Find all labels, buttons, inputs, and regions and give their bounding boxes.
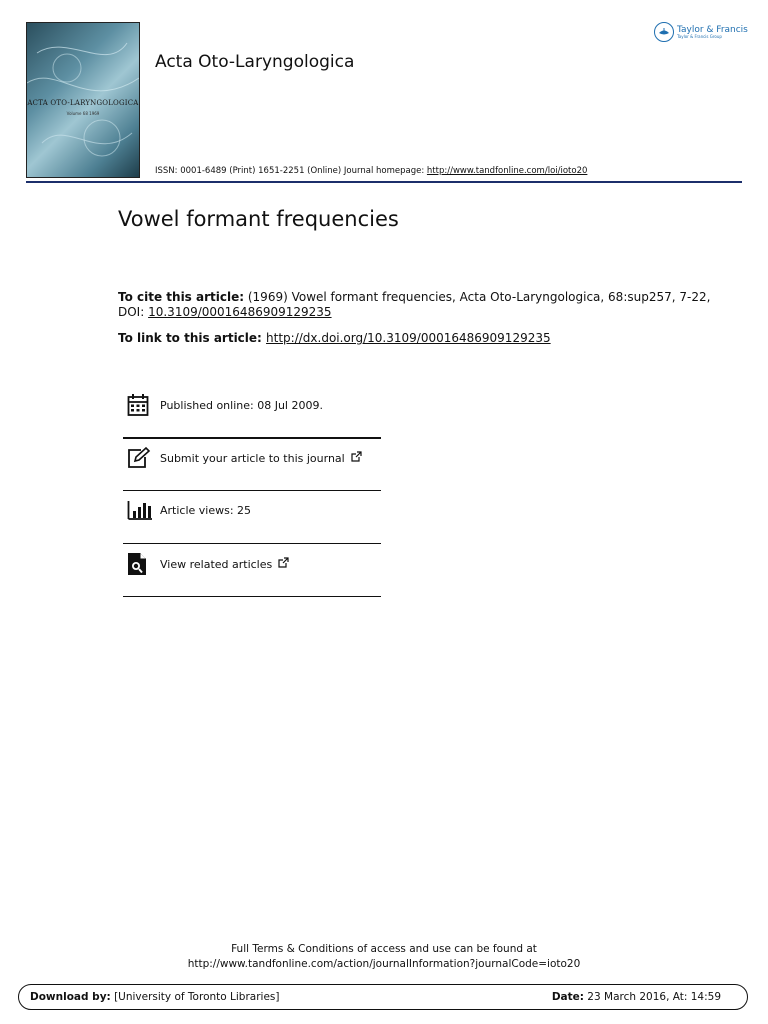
external-link-icon bbox=[278, 557, 289, 571]
publisher-name: Taylor & Francis bbox=[677, 24, 748, 35]
info-divider bbox=[123, 490, 381, 491]
terms-block bbox=[0, 942, 768, 972]
link-label: To link to this article: bbox=[118, 331, 267, 345]
issn-text: ISSN: 0001-6489 (Print) 1651-2251 (Online) Journal homepage: bbox=[155, 166, 427, 176]
article-link-block bbox=[118, 331, 551, 345]
citation-block bbox=[118, 290, 718, 320]
download-value: [University of Toronto Libraries] bbox=[110, 991, 280, 1003]
related-articles-label: View related articles bbox=[160, 557, 273, 571]
cite-text: (1969) Vowel formant frequencies, Acta Oto-Laryngologica, 68:sup257, 7-22, bbox=[244, 290, 711, 304]
date-value: 23 March 2016, At: 14:59 bbox=[583, 991, 721, 1003]
journal-cover-image bbox=[26, 22, 140, 178]
journal-homepage-link[interactable]: http://www.tandfonline.com/loi/ioto20 bbox=[426, 166, 588, 176]
search-document-icon bbox=[127, 552, 155, 576]
cover-title: ACTA OTO-LARYNGOLOGICA bbox=[27, 99, 139, 107]
doi-label: DOI: bbox=[118, 305, 149, 319]
bar-chart-icon bbox=[127, 498, 155, 522]
publisher-logo-icon bbox=[654, 22, 674, 42]
publisher-logo[interactable] bbox=[654, 22, 748, 42]
cover-subtitle: Volume 68 1969 bbox=[66, 111, 100, 116]
article-views-item bbox=[123, 498, 381, 522]
terms-url[interactable]: http://www.tandfonline.com/action/journalInformation?journalCode=ioto20 bbox=[187, 958, 581, 970]
related-articles-link[interactable] bbox=[123, 552, 381, 576]
info-divider bbox=[123, 437, 381, 439]
published-online-label: Published online: 08 Jul 2009. bbox=[160, 398, 323, 412]
submit-article-label: Submit your article to this journal bbox=[160, 451, 345, 465]
published-online-item bbox=[123, 393, 381, 417]
issn-line bbox=[155, 166, 587, 176]
download-info-bar bbox=[18, 984, 748, 1010]
terms-line: Full Terms & Conditions of access and use can be found at bbox=[231, 943, 537, 955]
header-divider bbox=[26, 181, 742, 183]
edit-icon bbox=[127, 446, 155, 470]
cite-label: To cite this article: bbox=[118, 290, 245, 304]
article-url-link[interactable]: http://dx.doi.org/10.3109/00016486909129235 bbox=[266, 331, 551, 345]
journal-title[interactable]: Acta Oto-Laryngologica bbox=[155, 52, 355, 72]
external-link-icon bbox=[351, 451, 362, 465]
submit-article-link[interactable] bbox=[123, 446, 381, 470]
download-label: Download by: bbox=[30, 991, 111, 1003]
calendar-icon bbox=[127, 393, 155, 417]
article-title: Vowel formant frequencies bbox=[118, 207, 399, 231]
doi-link[interactable]: 10.3109/00016486909129235 bbox=[148, 305, 332, 319]
info-divider bbox=[123, 543, 381, 544]
publisher-group: Taylor & Francis Group bbox=[677, 33, 722, 39]
info-divider bbox=[123, 596, 381, 597]
article-views-label: Article views: 25 bbox=[160, 503, 252, 517]
date-label: Date: bbox=[551, 991, 584, 1003]
